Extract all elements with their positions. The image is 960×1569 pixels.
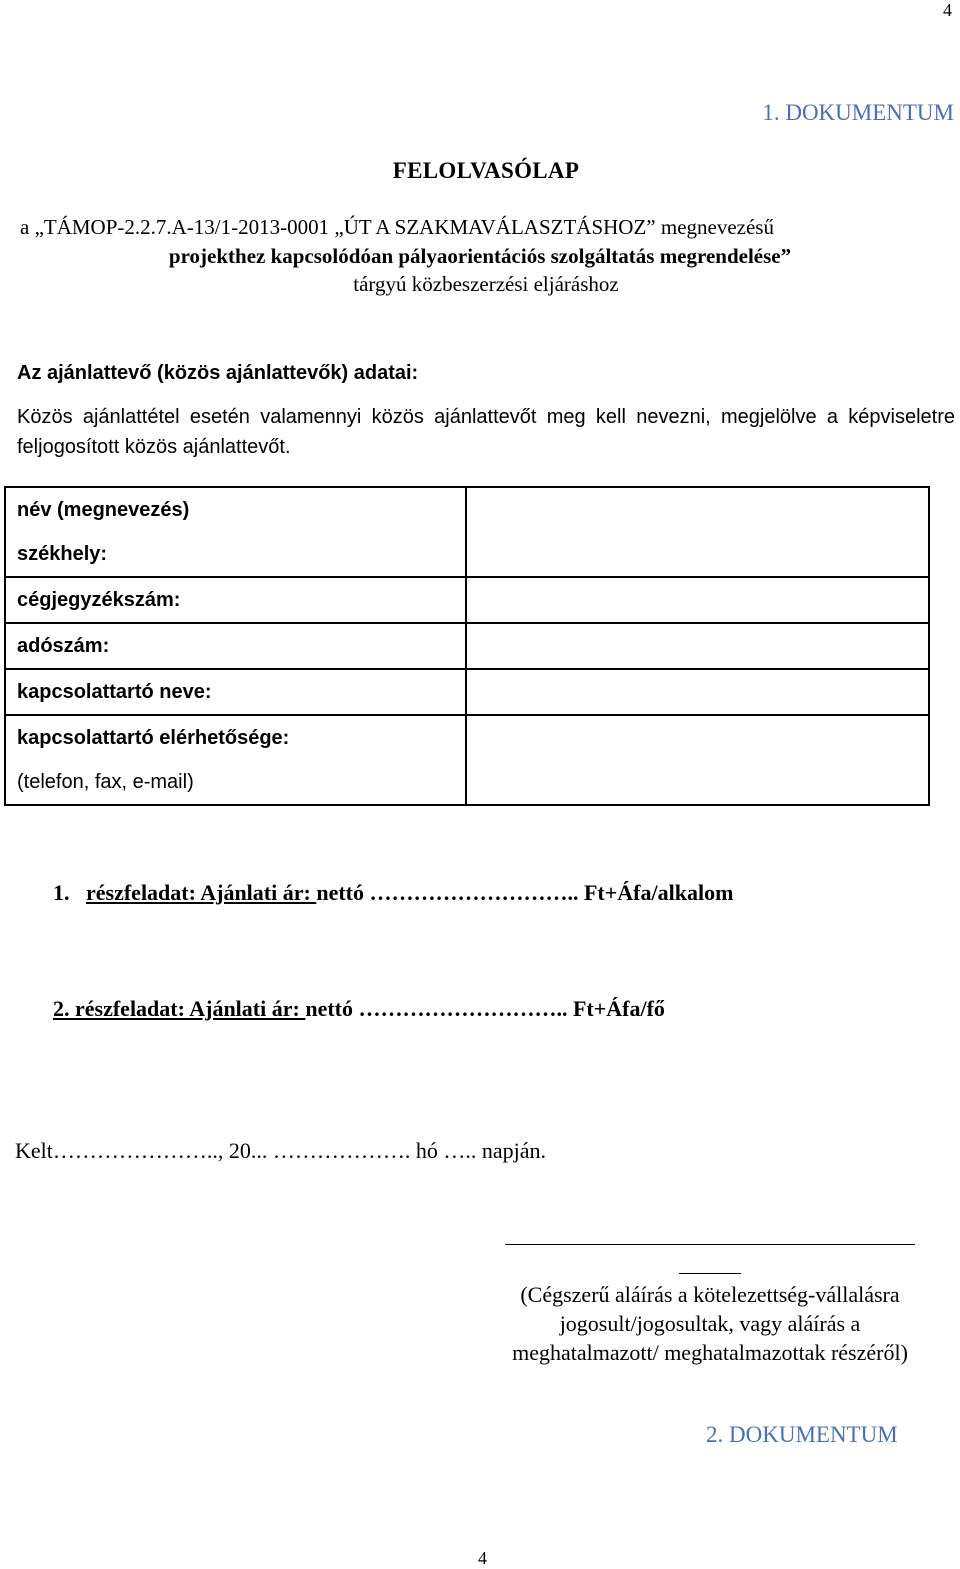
label-cell: [5, 669, 466, 715]
date-line: Kelt………………….., 20... ………………. hó ….. napján.: [15, 1138, 547, 1163]
price-line-1: [53, 880, 733, 906]
price-line-2: [53, 996, 665, 1022]
price-1-rest: nettó ……………………….. Ft+Áfa/alkalom: [316, 880, 734, 905]
price-1-label: részfeladat: Ajánlati ár:: [86, 880, 317, 905]
tax-number-field[interactable]: [466, 623, 929, 669]
page-number-bottom: 4: [478, 1548, 487, 1568]
price-1-number: 1.: [53, 880, 70, 905]
tax-number-label: adószám:: [17, 635, 110, 657]
price-2-label: 2. részfeladat: Ajánlati ár:: [53, 996, 306, 1021]
table-row: [5, 669, 929, 715]
contact-name-label: kapcsolattartó neve:: [17, 681, 212, 703]
company-reg-label: cégjegyzékszám:: [17, 589, 181, 611]
label-cell: [5, 623, 466, 669]
contact-info-label: kapcsolattartó elérhetősége:: [17, 727, 290, 749]
section-heading: Az ajánlattevő (közös ajánlattevők) adatai:: [17, 362, 419, 384]
table-row: [5, 715, 929, 805]
bidder-data-table: [4, 486, 930, 806]
contact-info-field[interactable]: [466, 715, 929, 805]
document-label-1: 1. DOKUMENTUM: [762, 100, 954, 125]
page-number-top: 4: [943, 0, 952, 20]
seat-label: székhely:: [17, 543, 108, 565]
subject-line-2: projekthez kapcsolódóan pályaorientációs szolgáltatás megrendelése”: [168, 244, 792, 268]
label-cell: [5, 577, 466, 623]
label-cell: [5, 715, 466, 805]
table-row: [5, 487, 929, 577]
instruction-text: Közös ajánlattétel esetén valamennyi közös ajánlattevőt meg kell nevezni, megjelölve a képviseletre feljogosított közös ajánlattevőt.: [17, 406, 955, 458]
price-2-rest: nettó ……………………….. Ft+Áfa/fő: [305, 996, 665, 1021]
contact-info-sublabel: (telefon, fax, e-mail): [17, 771, 194, 793]
table-row: [5, 577, 929, 623]
table-row: [5, 623, 929, 669]
contact-name-field[interactable]: [466, 669, 929, 715]
page-title: FELOLVASÓLAP: [392, 158, 580, 183]
name-label: név (megnevezés): [17, 499, 190, 521]
name-seat-field[interactable]: [466, 487, 929, 577]
signature-note: (Cégszerű aláírás a kötelezettség-vállalásra jogosult/jogosultak, vagy aláírás a meghatalmazott/ meghatalmazottak részéről): [512, 1282, 908, 1365]
signature-line-continuation: [679, 1273, 741, 1274]
subject-line-1: a „TÁMOP-2.2.7.A-13/1-2013-0001 „ÚT A SZAKMAVÁLASZTÁSHOZ” megnevezésű: [20, 215, 774, 239]
label-cell: [5, 487, 466, 577]
document-label-2: 2. DOKUMENTUM: [706, 1422, 898, 1447]
subject-line-3: tárgyú közbeszerzési eljáráshoz: [353, 272, 619, 296]
signature-line: [505, 1244, 915, 1245]
company-reg-field[interactable]: [466, 577, 929, 623]
